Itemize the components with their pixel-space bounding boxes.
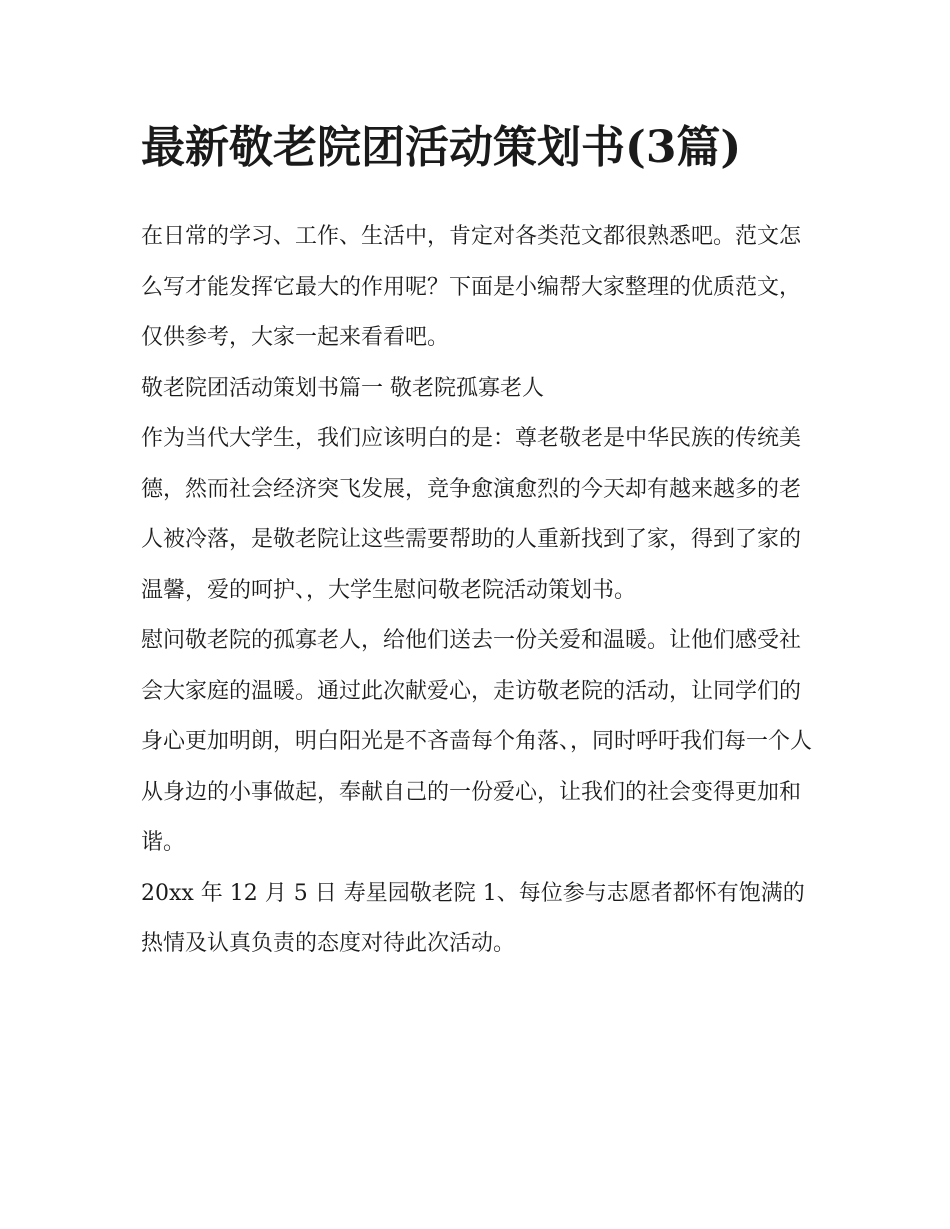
body-paragraph: 慰问敬老院的孤寡老人，给他们送去一份关爱和温暖。让他们感受社会大家庭的温暖。通过此次献爱心，走访敬老院的活动，让同学们的身心更加明朗，明白阳光是不吝啬每个角落、，同时呼吁我们每一个人从身边的小事做起，奉献自己的一份爱心，让我们的社会变得更加和谐。 — [141, 628, 813, 855]
section-heading: 敬老院团活动策划书篇一 敬老院孤寡老人 — [141, 375, 544, 401]
intro-paragraph: 在日常的学习、工作、生活中，肯定对各类范文都很熟悉吧。范文怎么写才能发挥它最大的作用呢？下面是小编帮大家整理的优质范文，仅供参考，大家一起来看看吧。 — [141, 224, 802, 350]
document-body — [141, 112, 816, 970]
body-paragraph: 20xx 年 12 月 5 日 寿星园敬老院 1、每位参与志愿者都怀有饱满的热情及认真负责的态度对待此次活动。 — [141, 880, 805, 956]
body-paragraph: 作为当代大学生，我们应该明白的是：尊老敬老是中华民族的传统美德，然而社会经济突飞发展，竞争愈演愈烈的今天却有越来越多的老人被冷落，是敬老院让这些需要帮助的人重新找到了家，得到了家的温馨，爱的呵护、，大学生慰问敬老院活动策划书。 — [141, 426, 802, 603]
document-title: 最新敬老院团活动策划书(3篇) — [141, 122, 742, 173]
